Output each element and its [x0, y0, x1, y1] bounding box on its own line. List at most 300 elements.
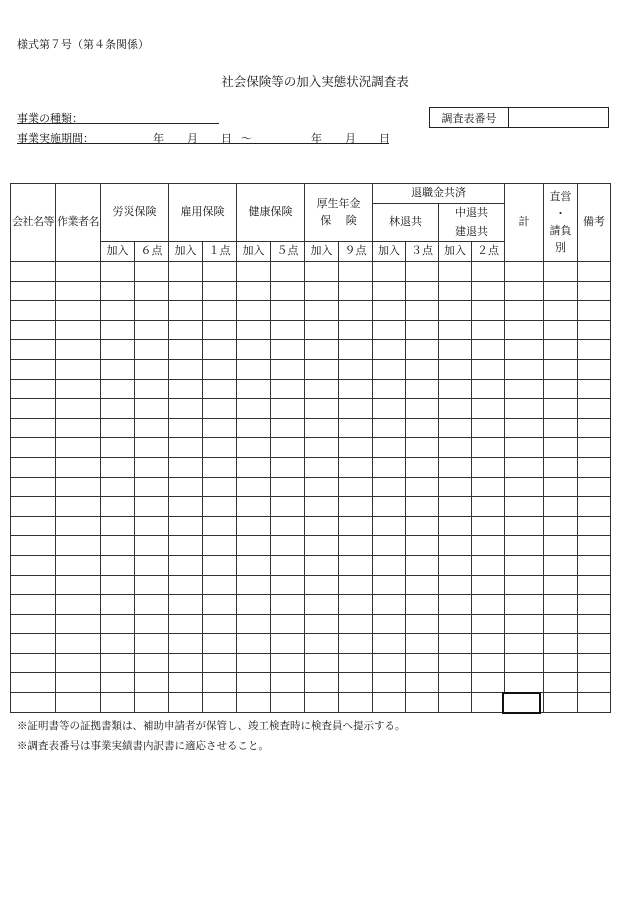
table-cell[interactable]: [271, 614, 305, 634]
table-cell[interactable]: [373, 379, 406, 399]
table-cell[interactable]: [373, 457, 406, 477]
table-cell[interactable]: [544, 536, 578, 556]
table-cell[interactable]: [101, 477, 135, 497]
table-cell[interactable]: [578, 575, 611, 595]
table-cell[interactable]: [203, 575, 237, 595]
table-cell[interactable]: [373, 320, 406, 340]
table-cell[interactable]: [101, 536, 135, 556]
table-cell[interactable]: [439, 536, 472, 556]
table-cell[interactable]: [339, 379, 373, 399]
table-cell[interactable]: [439, 634, 472, 654]
table-cell[interactable]: [406, 399, 439, 419]
table-cell[interactable]: [101, 614, 135, 634]
table-cell[interactable]: [339, 262, 373, 282]
table-cell[interactable]: [237, 438, 271, 458]
table-cell[interactable]: [406, 653, 439, 673]
table-cell[interactable]: [472, 673, 505, 693]
table-cell[interactable]: [203, 359, 237, 379]
table-cell[interactable]: [101, 262, 135, 282]
table-cell[interactable]: [439, 359, 472, 379]
table-cell[interactable]: [101, 418, 135, 438]
table-cell[interactable]: [135, 320, 169, 340]
table-cell[interactable]: [406, 614, 439, 634]
table-cell[interactable]: [544, 301, 578, 321]
table-cell[interactable]: [373, 262, 406, 282]
table-cell[interactable]: [203, 320, 237, 340]
table-cell[interactable]: [544, 418, 578, 438]
table-cell[interactable]: [56, 555, 101, 575]
table-cell[interactable]: [578, 634, 611, 654]
table-cell[interactable]: [203, 595, 237, 615]
table-cell[interactable]: [237, 262, 271, 282]
table-cell[interactable]: [406, 595, 439, 615]
table-cell[interactable]: [169, 320, 203, 340]
table-cell[interactable]: [11, 418, 56, 438]
table-cell[interactable]: [135, 673, 169, 693]
table-cell[interactable]: [305, 379, 339, 399]
table-cell[interactable]: [237, 555, 271, 575]
table-cell[interactable]: [203, 555, 237, 575]
table-cell[interactable]: [271, 379, 305, 399]
table-cell[interactable]: [169, 497, 203, 517]
table-cell[interactable]: [305, 359, 339, 379]
table-cell[interactable]: [439, 555, 472, 575]
table-cell[interactable]: [237, 595, 271, 615]
table-cell[interactable]: [544, 340, 578, 360]
table-cell[interactable]: [339, 673, 373, 693]
table-cell[interactable]: [11, 399, 56, 419]
table-cell[interactable]: [56, 340, 101, 360]
table-cell[interactable]: [578, 301, 611, 321]
table-cell[interactable]: [439, 595, 472, 615]
table-cell[interactable]: [11, 438, 56, 458]
table-cell[interactable]: [544, 634, 578, 654]
table-cell[interactable]: [56, 614, 101, 634]
table-cell[interactable]: [203, 457, 237, 477]
table-cell[interactable]: [373, 418, 406, 438]
table-cell[interactable]: [271, 340, 305, 360]
table-cell[interactable]: [505, 477, 544, 497]
table-cell[interactable]: [439, 457, 472, 477]
table-cell[interactable]: [339, 516, 373, 536]
table-cell[interactable]: [56, 418, 101, 438]
table-cell[interactable]: [544, 575, 578, 595]
table-cell[interactable]: [169, 536, 203, 556]
table-cell[interactable]: [578, 281, 611, 301]
table-cell[interactable]: [56, 457, 101, 477]
table-cell[interactable]: [578, 555, 611, 575]
table-cell[interactable]: [373, 497, 406, 517]
table-cell[interactable]: [56, 301, 101, 321]
table-cell[interactable]: [169, 653, 203, 673]
table-cell[interactable]: [11, 320, 56, 340]
table-cell[interactable]: [439, 516, 472, 536]
table-cell[interactable]: [339, 301, 373, 321]
table-cell[interactable]: [203, 477, 237, 497]
table-cell[interactable]: [505, 497, 544, 517]
table-cell[interactable]: [339, 595, 373, 615]
table-cell[interactable]: [135, 595, 169, 615]
table-cell[interactable]: [373, 536, 406, 556]
table-cell[interactable]: [472, 614, 505, 634]
table-cell[interactable]: [237, 516, 271, 536]
table-cell[interactable]: [271, 653, 305, 673]
table-cell[interactable]: [373, 634, 406, 654]
table-cell[interactable]: [203, 418, 237, 438]
table-cell[interactable]: [135, 359, 169, 379]
table-cell[interactable]: [578, 418, 611, 438]
table-cell[interactable]: [11, 301, 56, 321]
table-cell[interactable]: [135, 497, 169, 517]
table-cell[interactable]: [406, 301, 439, 321]
table-cell[interactable]: [56, 320, 101, 340]
table-cell[interactable]: [406, 281, 439, 301]
table-cell[interactable]: [169, 281, 203, 301]
table-cell[interactable]: [305, 262, 339, 282]
table-cell[interactable]: [505, 457, 544, 477]
table-cell[interactable]: [135, 693, 169, 713]
total-box[interactable]: [502, 692, 541, 714]
table-cell[interactable]: [439, 673, 472, 693]
table-cell[interactable]: [439, 379, 472, 399]
table-cell[interactable]: [505, 595, 544, 615]
table-cell[interactable]: [11, 634, 56, 654]
table-cell[interactable]: [339, 614, 373, 634]
table-cell[interactable]: [169, 693, 203, 713]
table-cell[interactable]: [544, 693, 578, 713]
table-cell[interactable]: [406, 634, 439, 654]
table-cell[interactable]: [56, 477, 101, 497]
table-cell[interactable]: [373, 555, 406, 575]
table-cell[interactable]: [271, 477, 305, 497]
table-cell[interactable]: [406, 340, 439, 360]
table-cell[interactable]: [472, 477, 505, 497]
table-cell[interactable]: [56, 634, 101, 654]
table-cell[interactable]: [11, 359, 56, 379]
table-cell[interactable]: [101, 438, 135, 458]
table-cell[interactable]: [101, 634, 135, 654]
table-cell[interactable]: [578, 379, 611, 399]
table-cell[interactable]: [135, 301, 169, 321]
table-cell[interactable]: [544, 438, 578, 458]
table-cell[interactable]: [11, 693, 56, 713]
table-cell[interactable]: [305, 516, 339, 536]
period-field[interactable]: [17, 143, 389, 144]
table-cell[interactable]: [373, 653, 406, 673]
table-cell[interactable]: [305, 457, 339, 477]
table-cell[interactable]: [237, 614, 271, 634]
table-cell[interactable]: [305, 673, 339, 693]
table-cell[interactable]: [135, 516, 169, 536]
table-cell[interactable]: [237, 575, 271, 595]
table-cell[interactable]: [578, 653, 611, 673]
table-cell[interactable]: [305, 418, 339, 438]
table-cell[interactable]: [505, 301, 544, 321]
table-cell[interactable]: [373, 438, 406, 458]
table-cell[interactable]: [237, 301, 271, 321]
table-cell[interactable]: [406, 536, 439, 556]
table-cell[interactable]: [406, 379, 439, 399]
table-cell[interactable]: [578, 693, 611, 713]
table-cell[interactable]: [305, 320, 339, 340]
table-cell[interactable]: [135, 634, 169, 654]
table-cell[interactable]: [101, 399, 135, 419]
table-cell[interactable]: [271, 281, 305, 301]
table-cell[interactable]: [578, 399, 611, 419]
table-cell[interactable]: [578, 340, 611, 360]
table-cell[interactable]: [101, 595, 135, 615]
table-cell[interactable]: [237, 399, 271, 419]
table-cell[interactable]: [305, 536, 339, 556]
table-cell[interactable]: [544, 379, 578, 399]
table-cell[interactable]: [271, 673, 305, 693]
table-cell[interactable]: [101, 340, 135, 360]
table-cell[interactable]: [505, 536, 544, 556]
table-cell[interactable]: [203, 281, 237, 301]
table-cell[interactable]: [271, 418, 305, 438]
table-cell[interactable]: [169, 575, 203, 595]
table-cell[interactable]: [271, 457, 305, 477]
table-cell[interactable]: [237, 673, 271, 693]
table-cell[interactable]: [271, 555, 305, 575]
table-cell[interactable]: [11, 340, 56, 360]
table-cell[interactable]: [544, 516, 578, 536]
table-cell[interactable]: [505, 399, 544, 419]
table-cell[interactable]: [11, 575, 56, 595]
table-cell[interactable]: [505, 281, 544, 301]
table-cell[interactable]: [472, 516, 505, 536]
table-cell[interactable]: [237, 340, 271, 360]
table-cell[interactable]: [339, 634, 373, 654]
table-cell[interactable]: [544, 614, 578, 634]
table-cell[interactable]: [135, 555, 169, 575]
table-cell[interactable]: [472, 536, 505, 556]
table-cell[interactable]: [56, 281, 101, 301]
table-cell[interactable]: [11, 653, 56, 673]
table-cell[interactable]: [544, 359, 578, 379]
table-cell[interactable]: [505, 359, 544, 379]
table-cell[interactable]: [135, 477, 169, 497]
table-cell[interactable]: [169, 516, 203, 536]
table-cell[interactable]: [406, 693, 439, 713]
table-cell[interactable]: [472, 693, 505, 713]
table-cell[interactable]: [203, 653, 237, 673]
table-cell[interactable]: [237, 536, 271, 556]
table-cell[interactable]: [237, 457, 271, 477]
table-cell[interactable]: [305, 497, 339, 517]
table-cell[interactable]: [101, 575, 135, 595]
table-cell[interactable]: [578, 359, 611, 379]
table-cell[interactable]: [505, 575, 544, 595]
table-cell[interactable]: [505, 379, 544, 399]
table-cell[interactable]: [505, 516, 544, 536]
table-cell[interactable]: [339, 359, 373, 379]
table-cell[interactable]: [11, 379, 56, 399]
table-cell[interactable]: [472, 634, 505, 654]
table-cell[interactable]: [373, 673, 406, 693]
table-cell[interactable]: [472, 575, 505, 595]
table-cell[interactable]: [578, 320, 611, 340]
table-cell[interactable]: [578, 438, 611, 458]
table-cell[interactable]: [11, 281, 56, 301]
table-cell[interactable]: [203, 536, 237, 556]
table-cell[interactable]: [101, 673, 135, 693]
table-cell[interactable]: [271, 536, 305, 556]
table-cell[interactable]: [169, 301, 203, 321]
table-cell[interactable]: [271, 399, 305, 419]
table-cell[interactable]: [203, 693, 237, 713]
table-cell[interactable]: [472, 262, 505, 282]
table-cell[interactable]: [305, 614, 339, 634]
table-cell[interactable]: [578, 457, 611, 477]
table-cell[interactable]: [305, 693, 339, 713]
table-cell[interactable]: [373, 693, 406, 713]
table-cell[interactable]: [135, 340, 169, 360]
table-cell[interactable]: [339, 399, 373, 419]
table-cell[interactable]: [472, 340, 505, 360]
table-cell[interactable]: [472, 281, 505, 301]
table-cell[interactable]: [439, 340, 472, 360]
table-cell[interactable]: [505, 634, 544, 654]
table-cell[interactable]: [101, 379, 135, 399]
table-cell[interactable]: [11, 595, 56, 615]
table-cell[interactable]: [373, 281, 406, 301]
table-cell[interactable]: [472, 320, 505, 340]
table-cell[interactable]: [56, 399, 101, 419]
table-cell[interactable]: [505, 262, 544, 282]
project-type-field[interactable]: [17, 123, 219, 124]
table-cell[interactable]: [578, 536, 611, 556]
table-cell[interactable]: [11, 262, 56, 282]
table-cell[interactable]: [56, 516, 101, 536]
table-cell[interactable]: [101, 457, 135, 477]
table-cell[interactable]: [578, 262, 611, 282]
table-cell[interactable]: [544, 262, 578, 282]
table-cell[interactable]: [203, 340, 237, 360]
table-cell[interactable]: [169, 673, 203, 693]
table-cell[interactable]: [373, 516, 406, 536]
table-cell[interactable]: [472, 653, 505, 673]
table-cell[interactable]: [135, 281, 169, 301]
table-cell[interactable]: [439, 320, 472, 340]
table-cell[interactable]: [439, 399, 472, 419]
table-cell[interactable]: [135, 575, 169, 595]
table-cell[interactable]: [203, 379, 237, 399]
table-cell[interactable]: [439, 575, 472, 595]
table-cell[interactable]: [169, 262, 203, 282]
table-cell[interactable]: [169, 359, 203, 379]
table-cell[interactable]: [505, 418, 544, 438]
table-cell[interactable]: [271, 595, 305, 615]
table-cell[interactable]: [271, 634, 305, 654]
table-cell[interactable]: [505, 673, 544, 693]
table-cell[interactable]: [406, 555, 439, 575]
table-cell[interactable]: [505, 555, 544, 575]
table-cell[interactable]: [135, 536, 169, 556]
table-cell[interactable]: [406, 359, 439, 379]
table-cell[interactable]: [169, 379, 203, 399]
table-cell[interactable]: [406, 418, 439, 438]
table-cell[interactable]: [203, 634, 237, 654]
table-cell[interactable]: [339, 477, 373, 497]
table-cell[interactable]: [203, 262, 237, 282]
table-cell[interactable]: [237, 379, 271, 399]
table-cell[interactable]: [56, 595, 101, 615]
table-cell[interactable]: [11, 457, 56, 477]
table-cell[interactable]: [56, 653, 101, 673]
table-cell[interactable]: [339, 536, 373, 556]
table-cell[interactable]: [505, 320, 544, 340]
table-cell[interactable]: [406, 477, 439, 497]
table-cell[interactable]: [406, 262, 439, 282]
table-cell[interactable]: [544, 281, 578, 301]
table-cell[interactable]: [406, 438, 439, 458]
table-cell[interactable]: [439, 438, 472, 458]
table-cell[interactable]: [439, 653, 472, 673]
table-cell[interactable]: [169, 399, 203, 419]
survey-number-field[interactable]: [509, 108, 608, 127]
table-cell[interactable]: [169, 477, 203, 497]
table-cell[interactable]: [472, 555, 505, 575]
table-cell[interactable]: [203, 399, 237, 419]
table-cell[interactable]: [544, 457, 578, 477]
table-cell[interactable]: [271, 438, 305, 458]
table-cell[interactable]: [406, 497, 439, 517]
table-cell[interactable]: [101, 301, 135, 321]
table-cell[interactable]: [472, 595, 505, 615]
table-cell[interactable]: [472, 497, 505, 517]
table-cell[interactable]: [305, 555, 339, 575]
table-cell[interactable]: [271, 359, 305, 379]
table-cell[interactable]: [406, 575, 439, 595]
table-cell[interactable]: [305, 301, 339, 321]
table-cell[interactable]: [169, 457, 203, 477]
table-cell[interactable]: [101, 359, 135, 379]
table-cell[interactable]: [505, 653, 544, 673]
table-cell[interactable]: [11, 497, 56, 517]
table-cell[interactable]: [505, 614, 544, 634]
table-cell[interactable]: [56, 536, 101, 556]
table-cell[interactable]: [237, 693, 271, 713]
table-cell[interactable]: [271, 693, 305, 713]
table-cell[interactable]: [339, 320, 373, 340]
table-cell[interactable]: [101, 497, 135, 517]
table-cell[interactable]: [271, 497, 305, 517]
table-cell[interactable]: [237, 359, 271, 379]
table-cell[interactable]: [339, 418, 373, 438]
table-cell[interactable]: [169, 438, 203, 458]
table-cell[interactable]: [135, 457, 169, 477]
table-cell[interactable]: [373, 614, 406, 634]
table-cell[interactable]: [271, 301, 305, 321]
table-cell[interactable]: [373, 340, 406, 360]
table-cell[interactable]: [305, 477, 339, 497]
table-cell[interactable]: [11, 614, 56, 634]
table-cell[interactable]: [373, 477, 406, 497]
table-cell[interactable]: [203, 516, 237, 536]
table-cell[interactable]: [203, 438, 237, 458]
table-cell[interactable]: [339, 555, 373, 575]
table-cell[interactable]: [578, 516, 611, 536]
table-cell[interactable]: [203, 614, 237, 634]
table-cell[interactable]: [339, 438, 373, 458]
table-cell[interactable]: [169, 614, 203, 634]
table-cell[interactable]: [305, 653, 339, 673]
table-cell[interactable]: [578, 614, 611, 634]
table-cell[interactable]: [56, 379, 101, 399]
table-cell[interactable]: [11, 477, 56, 497]
table-cell[interactable]: [339, 497, 373, 517]
